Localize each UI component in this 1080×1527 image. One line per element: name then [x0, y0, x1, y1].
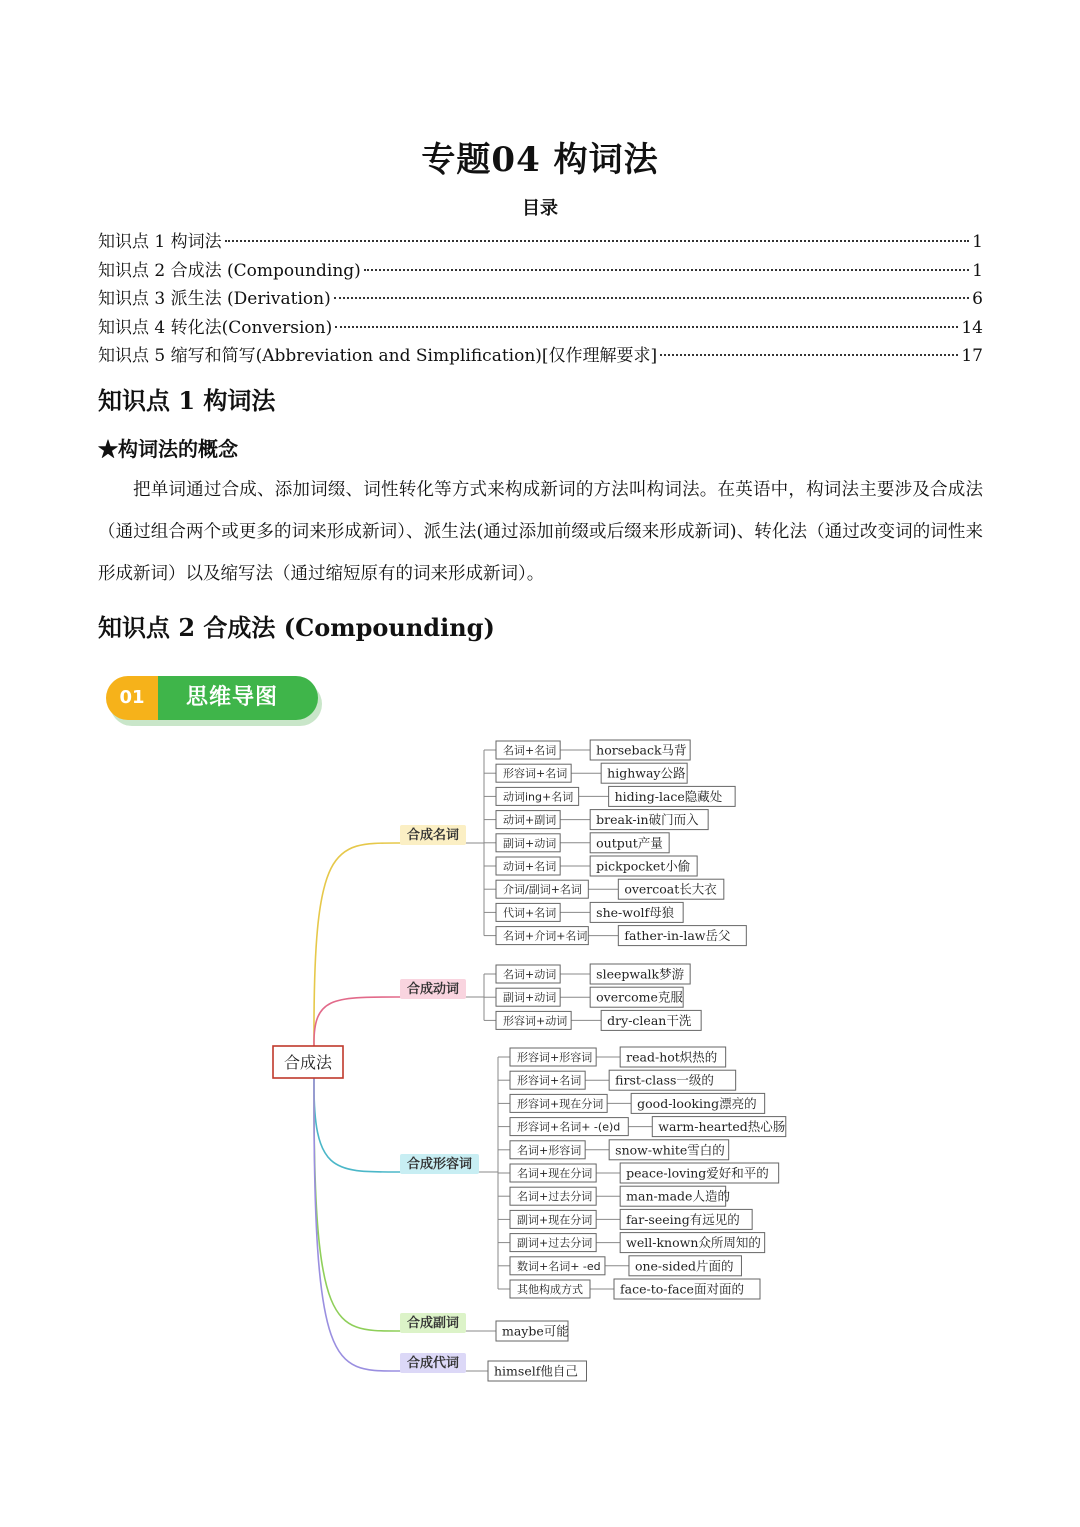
example-label: sleepwalk梦游 [596, 966, 685, 982]
example-label: dry-clean干洗 [607, 1012, 692, 1028]
mindmap-item[interactable] [496, 1321, 569, 1341]
section-1-paragraph: 把单词通过合成、添加词缀、词性转化等方式来构成新词的方法叫构词法。在英语中，构词法主要涉及合成法（通过组合两个或更多的词来形成新词）、派生法(通过添加前缀或后缀来形成新词)、转化法（通过改变词的词性来形成新词）以及缩写法（通过缩短原有的词来形成新词）。 [98, 480, 983, 584]
example-label: one-sided片面的 [634, 1258, 734, 1274]
rule-label: 形容词+形容词 [517, 1051, 593, 1064]
rule-label: 副词+过去分词 [517, 1236, 593, 1250]
mindmap-item[interactable] [510, 1163, 779, 1183]
mindmap-item[interactable] [510, 1279, 760, 1299]
category-label: 合成形容词 [407, 1157, 473, 1172]
mindmap-item[interactable] [496, 810, 708, 830]
section-1-heading: 知识点 1 构词法 [98, 386, 276, 415]
section-2-heading: 知识点 2 合成法 (Compounding) [98, 613, 495, 642]
rule-label: 形容词+名词 [517, 1074, 582, 1088]
example-label: she-wolf母狼 [596, 904, 675, 920]
example-label: read-hot炽热的 [626, 1049, 718, 1065]
example-label: overcome克服 [596, 989, 683, 1005]
toc-entry-page: 6 [972, 289, 983, 309]
mindmap-item[interactable] [488, 1361, 587, 1381]
banner-label: 思维导图 [146, 676, 318, 720]
mindmap-nodes [273, 740, 786, 1381]
mindmap-branch-link [314, 1078, 396, 1172]
mindmap-item[interactable] [510, 1093, 765, 1113]
toc-entry-label: 知识点 1 构词法 [98, 232, 222, 252]
mindmap-item[interactable] [510, 1209, 752, 1229]
mindmap-item[interactable] [496, 740, 690, 760]
example-label: man-made人造的 [626, 1188, 730, 1204]
rule-label: 动词+副词 [503, 813, 557, 827]
mindmap-item[interactable] [496, 786, 735, 806]
example-label: horseback马背 [596, 742, 687, 758]
rule-label: 名词+介词+名词 [503, 929, 588, 943]
example-label: himself他自己 [494, 1363, 578, 1379]
toc-entry-label: 知识点 4 转化法(Conversion) [98, 317, 333, 338]
rule-label: 副词+动词 [503, 836, 557, 850]
mindmap-item[interactable] [496, 987, 683, 1007]
category-label: 合成代词 [407, 1356, 460, 1371]
mindmap-item[interactable] [510, 1186, 730, 1206]
toc-entry-label: 知识点 2 合成法 (Compounding) [98, 260, 361, 281]
mindmap-category[interactable] [400, 1353, 466, 1373]
rule-label: 形容词+动词 [503, 1014, 568, 1028]
example-label: face-to-face面对面的 [620, 1281, 744, 1297]
rule-label: 形容词+名词 [503, 767, 568, 781]
mindmap-item[interactable] [496, 856, 697, 876]
rule-label: 副词+动词 [503, 991, 557, 1005]
mindmap-category[interactable] [400, 825, 466, 845]
example-label: maybe可能 [502, 1323, 569, 1339]
rule-label: 形容词+现在分词 [517, 1097, 604, 1111]
example-label: hiding-lace隐藏处 [614, 788, 723, 804]
mindmap-category[interactable] [400, 1313, 466, 1333]
mindmap-branch-link [314, 1078, 396, 1331]
document-title: 专题04 构词法 [421, 140, 659, 180]
mindmap-category[interactable] [400, 979, 466, 999]
category-label: 合成动词 [407, 982, 460, 997]
example-label: peace-loving爱好和平的 [626, 1165, 769, 1181]
example-label: highway公路 [607, 765, 686, 781]
rule-label: 其他构成方式 [517, 1283, 583, 1296]
example-label: snow-white雪白的 [615, 1142, 725, 1158]
rule-label: 形容词+名词+ -(e)d [517, 1120, 621, 1134]
section-1-subheading: ★构词法的概念 [98, 437, 238, 461]
example-label: pickpocket小偷 [596, 858, 691, 874]
rule-label: 介词/副词+名词 [503, 883, 582, 897]
mindmap-root[interactable] [273, 1046, 343, 1078]
example-label: far-seeing有远见的 [626, 1211, 740, 1227]
rule-label: 代词+名词 [503, 906, 557, 920]
example-label: father-in-law岳父 [624, 928, 731, 944]
example-label: first-class一级的 [615, 1072, 714, 1088]
mindmap-item[interactable] [510, 1070, 736, 1090]
example-label: break-in破门而入 [596, 812, 699, 828]
rule-label: 名词+动词 [503, 968, 557, 981]
toc-entry-page: 1 [972, 232, 983, 252]
rule-label: 名词+名词 [503, 744, 557, 757]
example-label: warm-hearted热心肠 [658, 1119, 786, 1135]
toc-entry-label: 知识点 3 派生法 (Derivation) [98, 289, 331, 309]
mindmap-branch-link [314, 843, 396, 1046]
example-label: good-looking漂亮的 [637, 1095, 757, 1111]
toc-heading: 目录 [522, 198, 558, 219]
mindmap-branch-link [314, 997, 396, 1046]
rule-label: 名词+现在分词 [517, 1167, 593, 1180]
rule-label: 副词+现在分词 [517, 1213, 593, 1227]
rule-label: 动词ing+名词 [503, 790, 574, 804]
category-label: 合成名词 [407, 828, 460, 843]
mindmap-category[interactable] [400, 1154, 479, 1174]
toc-entry-label: 知识点 5 缩写和简写(Abbreviation and Simplification)[仅作理解要求] [98, 346, 658, 366]
toc-entry-page: 14 [961, 317, 983, 338]
rule-label: 名词+过去分词 [517, 1190, 593, 1204]
mindmap-item[interactable] [496, 964, 690, 984]
mindmap-item[interactable] [510, 1140, 729, 1160]
toc-entry-page: 1 [972, 260, 983, 281]
rule-label: 名词+形容词 [517, 1143, 582, 1157]
mindmap-item[interactable] [510, 1233, 765, 1253]
example-label: overcoat长大衣 [624, 881, 717, 897]
toc-entry-page: 17 [961, 346, 983, 366]
example-label: well-known众所周知的 [626, 1235, 761, 1251]
mindmap-item[interactable] [496, 926, 746, 946]
rule-label: 数词+名词+ -ed [517, 1259, 601, 1273]
rule-label: 动词+名词 [503, 860, 557, 873]
banner-number: 01 [106, 676, 158, 720]
category-label: 合成副词 [407, 1316, 460, 1331]
root-label: 合成法 [283, 1053, 333, 1072]
example-label: output产量 [596, 835, 663, 851]
